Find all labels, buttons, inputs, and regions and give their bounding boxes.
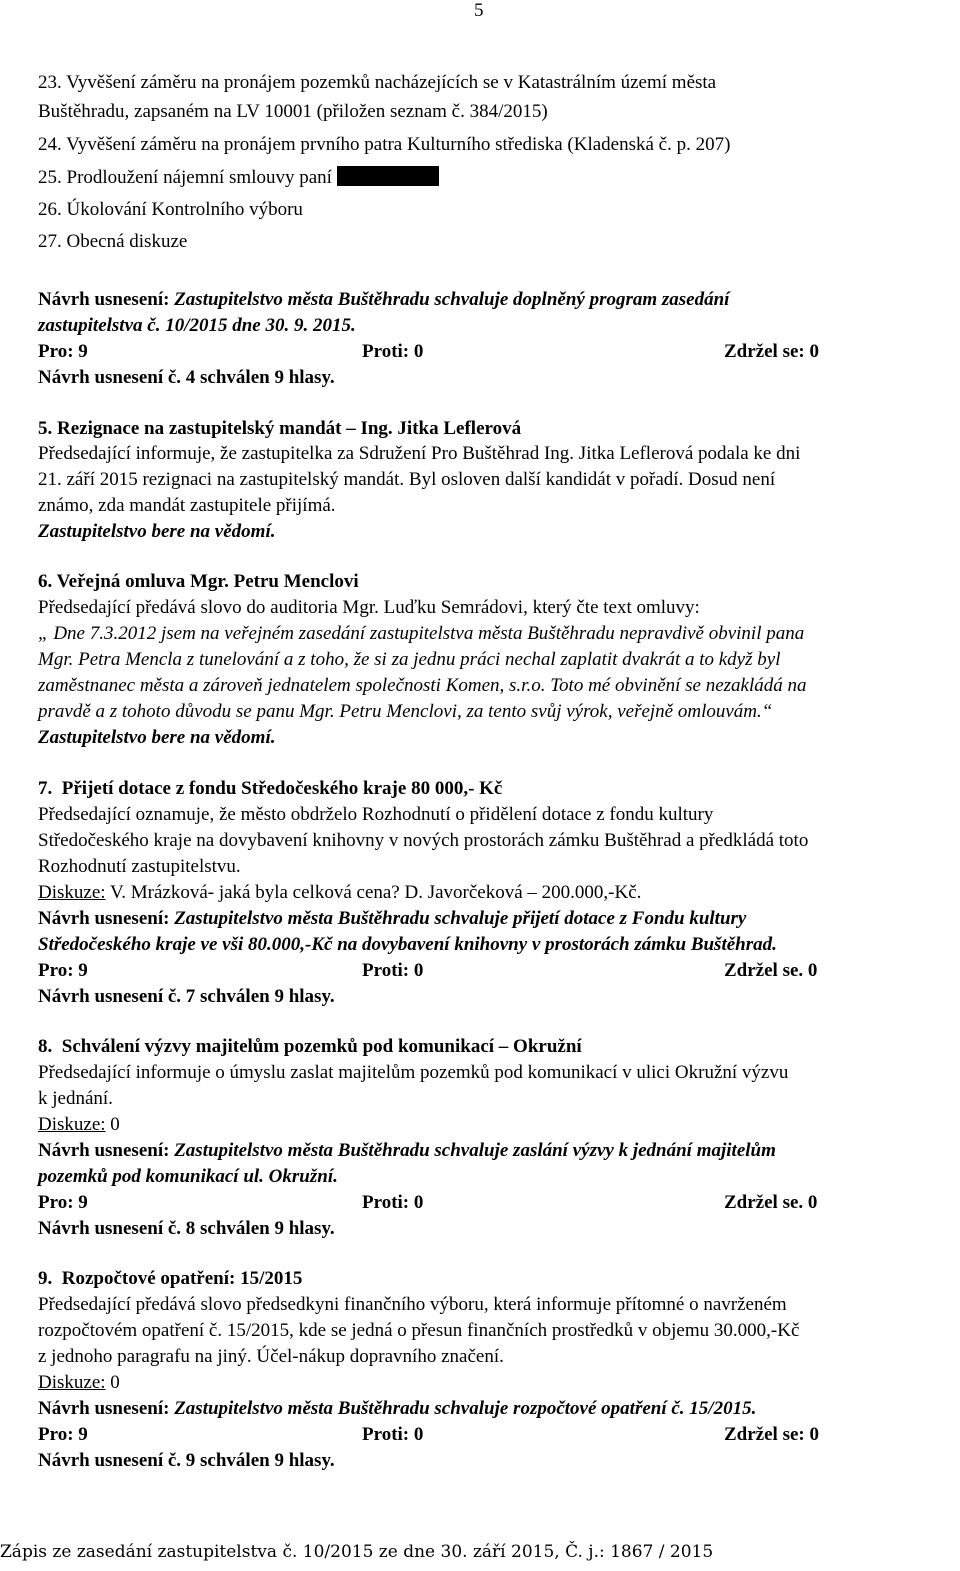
quote-line: pravdě a z tohoto důvodu se panu Mgr. Petru Menclovi, za tento svůj výrok, veřejně omlouvám.“ <box>38 701 773 722</box>
agenda-item-25-text: 25. Prodloužení nájemní smlouvy paní <box>38 167 332 188</box>
proposal-9: Návrh usnesení: Zastupitelstvo města Buštěhradu schvaluje rozpočtové opatření č. 15/2015. <box>38 1398 757 1419</box>
paragraph-line: Rozhodnutí zastupitelstvu. <box>38 856 241 877</box>
discussion <box>38 880 641 906</box>
section-8-heading: 8. Schválení výzvy majitelům pozemků pod komunikací – Okružní <box>38 1036 582 1057</box>
vote-zdrzel: Zdržel se. 0 <box>724 960 818 981</box>
resolution-result: Návrh usnesení č. 9 schválen 9 hlasy. <box>38 1450 335 1471</box>
page-number: 5 <box>474 0 484 21</box>
resolution-result: Návrh usnesení č. 8 schválen 9 hlasy. <box>38 1218 335 1239</box>
paragraph-line: Předsedající informuje o úmyslu zaslat majitelům pozemků pod komunikací v ulici Okružní výzvu <box>38 1062 789 1083</box>
paragraph-line: Předsedající předává slovo předsedkyni finančního výboru, která informuje přítomné o navrženém <box>38 1294 787 1315</box>
agenda-item-26: 26. Úkolování Kontrolního výboru <box>38 199 303 220</box>
vote-zdrzel: Zdržel se. 0 <box>724 1192 818 1213</box>
vote-pro: Pro: 9 <box>38 341 88 362</box>
paragraph-line: Předsedající informuje, že zastupitelka za Sdružení Pro Buštěhrad Ing. Jitka Leflerová podala ke dni <box>38 443 801 464</box>
paragraph-line: rozpočtovém opatření č. 15/2015, kde se jedná o přesun finančních prostředků v objemu 30.000,-Kč <box>38 1320 800 1341</box>
agenda-item-23: 23. Vyvěšení záměru na pronájem pozemků nacházejících se v Katastrálním území města <box>38 72 717 93</box>
page-footer: Zápis ze zasedání zastupitelstva č. 10/2015 ze dne 30. září 2015, Č. j.: 1867 / 2015 <box>0 1542 714 1562</box>
vote-pro: Pro: 9 <box>38 960 88 981</box>
section-5-heading: 5. Rezignace na zastupitelský mandát – Ing. Jitka Leflerová <box>38 418 522 439</box>
proposal-4 <box>38 287 729 313</box>
section-9-heading: 9. Rozpočtové opatření: 15/2015 <box>38 1268 303 1289</box>
vote-proti: Proti: 0 <box>362 1192 424 1213</box>
proposal-7: Návrh usnesení: Zastupitelstvo města Buštěhradu schvaluje přijetí dotace z Fondu kultury <box>38 908 747 929</box>
section-6-heading: 6. Veřejná omluva Mgr. Petru Menclovi <box>38 571 359 592</box>
proposal-4-cont: zastupitelstva č. 10/2015 dne 30. 9. 2015. <box>38 315 356 336</box>
discussion-label: Diskuze: <box>38 882 106 903</box>
paragraph-line: Předsedající oznamuje, že město obdrželo Rozhodnutí o přidělení dotace z fondu kultury <box>38 804 714 825</box>
resolution-result: Návrh usnesení č. 7 schválen 9 hlasy. <box>38 986 335 1007</box>
vote-proti: Proti: 0 <box>362 341 424 362</box>
proposal-7-cont: Středočeského kraje ve vši 80.000,-Kč na dovybavení knihovny v prostorách zámku Buštěhrad. <box>38 934 777 955</box>
proposal-text: Zastupitelstvo města Buštěhradu schvaluje doplněný program zasedání <box>174 289 730 310</box>
quote-line: „ Dne 7.3.2012 jsem na veřejném zasedání zastupitelstva města Buštěhradu nepravdivě obvinil pana <box>38 623 805 644</box>
proposal-8: Návrh usnesení: Zastupitelstvo města Buštěhradu schvaluje zaslání výzvy k jednání majitelům <box>38 1140 776 1161</box>
paragraph-line: k jednání. <box>38 1088 113 1109</box>
agenda-item-25 <box>38 165 439 191</box>
proposal-8-cont: pozemků pod komunikací ul. Okružní. <box>38 1166 338 1187</box>
discussion: Diskuze: 0 <box>38 1372 120 1393</box>
acknowledgement: Zastupitelstvo bere na vědomí. <box>38 727 276 748</box>
agenda-item-27: 27. Obecná diskuze <box>38 231 188 252</box>
paragraph-line: 21. září 2015 rezignaci na zastupitelský mandát. Byl osloven další kandidát v pořadí. Dosud není <box>38 469 776 490</box>
agenda-item-23-cont: Buštěhradu, zapsaném na LV 10001 (přiložen seznam č. 384/2015) <box>38 101 548 122</box>
quote-line: Mgr. Petra Mencla z tunelování a z toho, že si za jednu práci nechal zaplatit dvakrát a to když byl <box>38 649 781 670</box>
paragraph-line: Předsedající předává slovo do auditoria Mgr. Luďku Semrádovi, který čte text omluvy: <box>38 597 700 618</box>
discussion-text: V. Mrázková- jaká byla celková cena? D. Javorčeková – 200.000,-Kč. <box>105 882 642 903</box>
acknowledgement: Zastupitelstvo bere na vědomí. <box>38 521 276 542</box>
vote-proti: Proti: 0 <box>362 1424 424 1445</box>
agenda-item-24: 24. Vyvěšení záměru na pronájem prvního patra Kulturního střediska (Kladenská č. p. 207) <box>38 134 731 155</box>
vote-zdrzel: Zdržel se: 0 <box>724 1424 819 1445</box>
quote-line: zaměstnanec města a zároveň jednatelem společnosti Komen, s.r.o. Toto mé obvinění se nezakládá na <box>38 675 807 696</box>
vote-proti: Proti: 0 <box>362 960 424 981</box>
discussion: Diskuze: 0 <box>38 1114 120 1135</box>
paragraph-line: známo, zda mandát zastupitele přijímá. <box>38 495 336 516</box>
redaction-block <box>337 166 439 186</box>
section-7-heading: 7. Přijetí dotace z fondu Středočeského kraje 80 000,- Kč <box>38 778 503 799</box>
vote-pro: Pro: 9 <box>38 1424 88 1445</box>
proposal-label: Návrh usnesení: <box>38 289 170 310</box>
vote-pro: Pro: 9 <box>38 1192 88 1213</box>
resolution-result: Návrh usnesení č. 4 schválen 9 hlasy. <box>38 367 335 388</box>
paragraph-line: Středočeského kraje na dovybavení knihovny v nových prostorách zámku Buštěhrad a předkládá toto <box>38 830 809 851</box>
paragraph-line: z jednoho paragrafu na jiný. Účel-nákup dopravního značení. <box>38 1346 504 1367</box>
vote-zdrzel: Zdržel se: 0 <box>724 341 819 362</box>
